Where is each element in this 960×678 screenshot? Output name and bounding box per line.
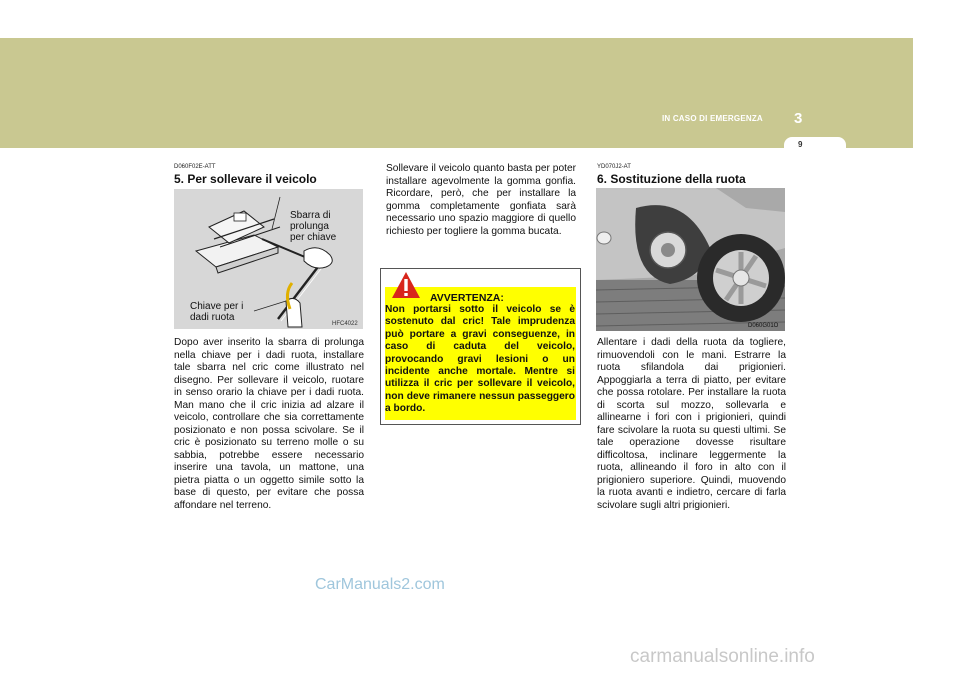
figure-code-right: D060G01O: [748, 323, 779, 329]
label-wheel-wrench: Chiave per i dadi ruota: [190, 301, 244, 323]
section-code: D060F02E-ATT: [174, 164, 216, 170]
label-extension-bar: Sbarra di prolunga per chiave: [290, 210, 337, 243]
right-body-text: Allentare i dadi della ruota da togliere, rimuovendoli con le mani. Estrarre la ruota sfilandola dai prigionieri. Appoggiarla a terra di piatto, per evitare che possa rotolare. Per installare la ruota di scorta sul mozzo, sollevarla e allinearne i fori con i prigionieri, quindi fare scivolare la ruota su questi ultimi. Se tale operazione dovesse risultare difficoltosa, inclinare leggermente la ruota, allineando il foro in alto con il prigioniero superiore. Quindi, muovendo la ruota avanti e indietro, cercare di farla scivolare sugli altri prigionieri.: [597, 337, 786, 511]
figure-code: HFC4022: [332, 321, 358, 327]
exclamation-triangle-icon: [391, 271, 421, 299]
warning-title: AVVERTENZA:: [430, 292, 504, 304]
watermark-right[interactable]: carmanualsonline.info: [630, 646, 815, 667]
chapter-number: 3: [794, 110, 803, 127]
section-code-right: YD070J2-AT: [597, 164, 631, 170]
section-title: IN CASO DI EMERGENZA: [662, 114, 763, 123]
page-number: 9: [798, 140, 803, 149]
left-body-text: Dopo aver inserito la sbarra di prolunga nella chiave per i dadi ruota, installare tale sbarra nel cric come illustrato nel disegno. Per sollevare il veicolo, ruotare in senso orario la chiave per i dadi ruota. Man mano che il cric inizia ad alzare il veicolo, controllare che sia correttamente posizionato e non possa scivolare. Se il cric è posizionato su terreno molle o su sabbia, potrebbe essere necessario inserire una tavola, un mattone, una pietra piatta o un oggetto simile sotto la base di questo, per evitare che possa affondare nel terreno.: [174, 337, 364, 511]
warning-text: Non portarsi sotto il veicolo se è sostenuto dal cric! Tale imprudenza può portare a gravi conseguenze, in caso di caduta del veicolo, provocando gravi lesioni o un incidente anche mortale. Mentre si utilizza il cric per sollevare il veicolo, non deve rimanere nessun passeggero a bordo.: [385, 304, 575, 415]
header-band: [0, 38, 913, 148]
section-heading-right: 6. Sostituzione della ruota: [597, 172, 746, 186]
wheel-drawing: [596, 188, 785, 331]
jack-illustration: [174, 189, 363, 329]
page-tab: [784, 137, 846, 157]
wheel-photo: [596, 188, 785, 331]
section-heading: 5. Per sollevare il veicolo: [174, 172, 317, 186]
middle-body-text: Sollevare il veicolo quanto basta per poter installare agevolmente la gomma gonfia. Ricordare, però, che per installare la gomma completamente gonfiata sarà necessario uno spazio maggiore di quello richiesto per togliere la gomma bucata.: [386, 163, 576, 237]
watermark-left[interactable]: CarManuals2.com: [315, 576, 445, 593]
